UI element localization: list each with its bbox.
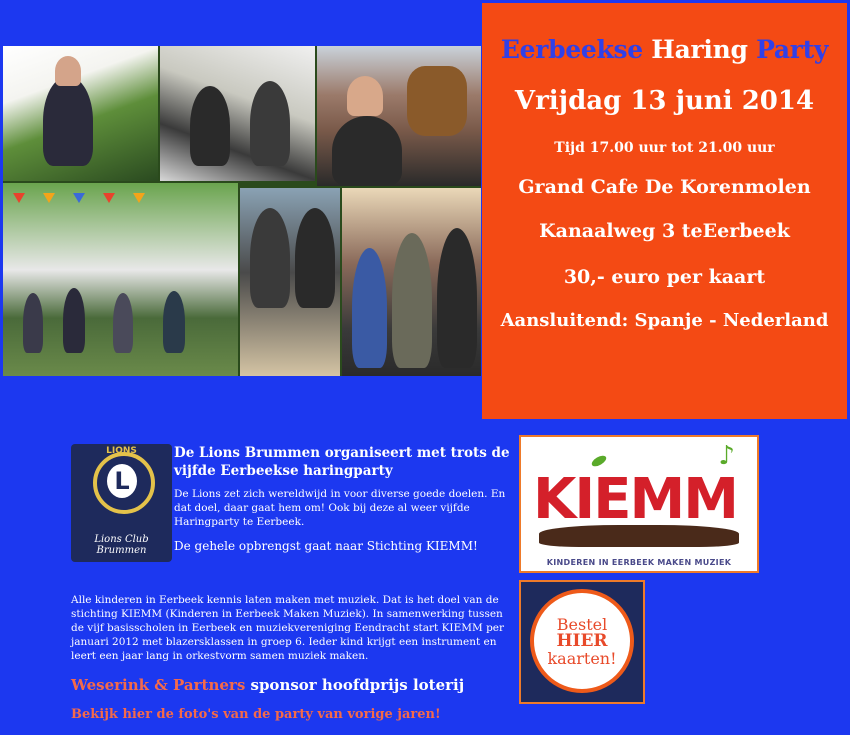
photo-man-at-table <box>3 46 158 181</box>
photo-guests <box>342 188 481 376</box>
lions-proceeds: De gehele opbrengst gaat naar Stichting KIEMM! <box>174 539 478 553</box>
photo-band <box>160 46 315 181</box>
lions-logo-text: LIONS <box>106 446 137 456</box>
event-date: Vrijdag 13 juni 2014 <box>514 86 815 116</box>
sponsor-text: sponsor hoofdprijs loterij <box>250 676 465 694</box>
sponsor-line <box>71 676 464 694</box>
event-title <box>482 35 847 64</box>
event-venue: Grand Cafe De Korenmolen <box>518 176 811 198</box>
title-part-3: Party <box>756 35 829 64</box>
order-line-1: Bestel <box>556 614 608 634</box>
lions-letter: L <box>107 464 137 498</box>
event-time: Tijd 17.00 uur tot 21.00 uur <box>554 140 775 156</box>
kiemm-description: Alle kinderen in Eerbeek kennis laten maken met muziek. Dat is het doel van de stichting KIEMM (Kinderen in Eerbeek Maken Muziek). In samenwerking tussen de vijf basisscholen in Eerbeek en muziekvereniging Eendracht start KIEMM per januari 2012 met blazersklassen in groep 6. Ieder kind krijgt een instrument en leert een jaar lang in orkestvorm samen muziek maken. <box>71 594 505 662</box>
order-line-3: kaarten! <box>547 648 617 668</box>
kiemm-logo-text: KIEMM <box>533 467 737 532</box>
title-part-1: Eerbeekse <box>500 35 643 64</box>
kiemm-tagline: KINDEREN IN EERBEEK MAKEN MUZIEK <box>546 558 732 567</box>
order-tickets-badge <box>530 589 634 693</box>
order-line-2: HIER <box>556 630 608 651</box>
music-note-icon: ♪ <box>718 441 735 471</box>
lions-intro <box>174 444 519 553</box>
order-tickets-button[interactable] <box>519 580 645 704</box>
title-part-2: Haring <box>651 35 748 64</box>
event-address: Kanaalweg 3 teEerbeek <box>539 220 790 242</box>
lions-paragraph: De Lions zet zich wereldwijd in voor diverse goede doelen. En dat doel, daar gaat hem om! Ook bij deze al weer vijfde Haringparty te Eerbeek. <box>174 488 506 528</box>
lions-heading: De Lions Brummen organiseert met trots de vijfde Eerbeekse haringparty <box>174 445 510 479</box>
sponsor-name-link[interactable]: Weserink & Partners <box>71 676 246 694</box>
previous-photos-link[interactable]: Bekijk hier de foto's van de party van vorige jaren! <box>71 707 441 722</box>
photo-garden-party <box>3 183 238 376</box>
photo-men-toasting <box>240 188 340 376</box>
photo-collage <box>3 46 481 376</box>
lions-logo-caption: Lions Club Brummen <box>94 534 149 556</box>
photo-area <box>0 0 482 420</box>
event-price: 30,- euro per kaart <box>563 266 766 288</box>
lions-club-logo <box>71 444 172 562</box>
event-followup: Aansluitend: Spanje - Nederland <box>500 310 829 331</box>
kiemm-logo-link[interactable] <box>519 435 759 573</box>
photo-man-with-barrel <box>317 46 481 186</box>
event-info-panel <box>482 3 847 419</box>
